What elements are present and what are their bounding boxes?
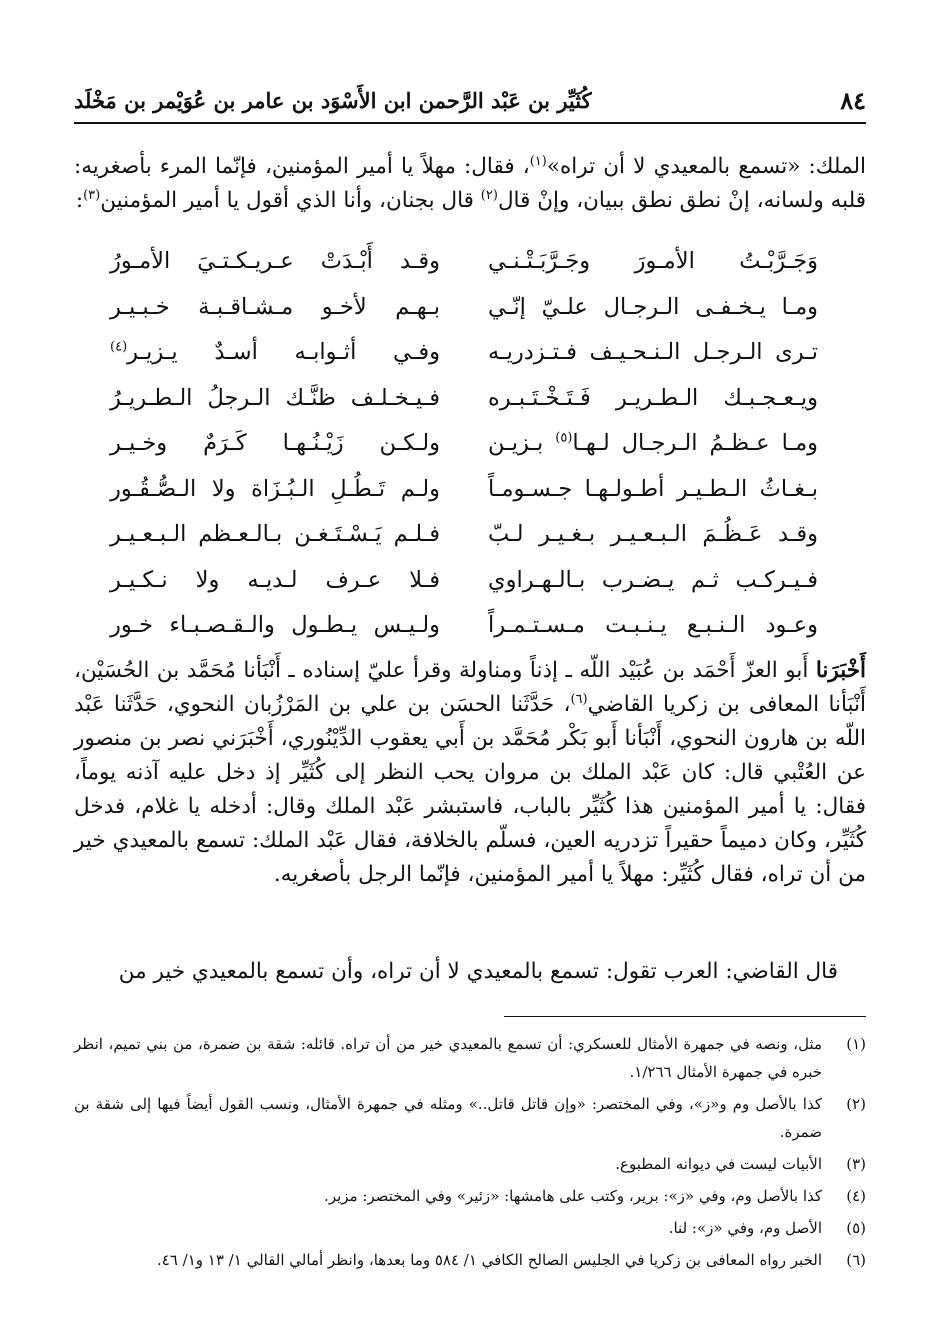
verse-line [74,608,866,654]
paragraph-qadi: قال القاضي: العرب تقول: تسمع بالمعيدي لا أن تراه، وأن تسمع بالمعيدي خير من [118,959,838,984]
lead-word: أَخْبَرَنا [815,658,866,683]
verse-line [74,290,866,336]
footnote [74,1246,866,1274]
verse-second-hemistich: فـلـم يَـسْـتَـغـن بـالـعـظم الـبـعـيـر [110,521,440,547]
footnotes [74,1030,866,1278]
footnote-ref: (٣) [83,187,101,203]
verse-first-hemistich: بـغـاثُ الـطـيـر أطـولـهـا جـسـومـاً [488,475,818,502]
footnote-text: الأصل وم، وفي «ز»: لنا. [668,1219,822,1237]
verse-second-hemistich: ولـكـن زَيْـنُـهـا كَـرَمٌ وخـيـر [110,430,440,456]
footnote-number: (٦) [846,1251,866,1269]
verse-line [74,426,866,472]
verse-line [74,335,866,381]
footnote [74,1150,866,1178]
paragraph-isnad [74,654,866,892]
text-run: : [75,188,84,213]
verse-second-hemistich: ولـم تَـطُـلِ الـبُـزَاة ولا الـصُّـقُـور [110,475,440,502]
text-run: ، فقال: مهلاً يا أمير المؤمنين، فإنّما المرء بأصغريه: قلبه ولسانه، إنْ نطق نطق ببيان، وإنْ قال [74,154,866,213]
footnote-number: (٢) [846,1095,866,1113]
verse-first-hemistich: فـيـركـب ثـم يـضـرب بـالـهـراوي [488,566,818,593]
verse-line [74,563,866,609]
verse-second-hemistich [110,339,440,365]
verse-first-hemistich: تـرى الـرجـل الـنـحـيـف فـتـزدريـه [488,339,818,365]
footnote-number: (٥) [846,1219,866,1237]
footnote-ref: (١) [529,153,547,169]
footnote-text: الخبر رواه المعافى بن زكريا في الجليس الصالح الكافي ١/ ٥٨٤ وما بعدها، وانظر أمالي القالي ١/ ١٣ و١/ ٤٦. [156,1251,822,1269]
poem [74,244,866,654]
page-header [74,82,866,124]
verse-line [74,244,866,290]
text-run: الملك: «تسمع بالمعيدي لا أن تراه» [546,154,866,179]
paragraph-opening [74,150,866,218]
running-title: كُثَيِّر بن عَبْد الرَّحمن ابن الأَسْوَد بن عامر بن عُوَيْمر بن مَخْلَد [74,88,592,113]
text-run: قال بجنان، وأنا الذي أقول يا أمير المؤمنين [100,188,481,213]
verse-first-hemistich: ويـعـجـبـك الـطـريـر فَـتَـخْـتَـبـره [488,384,818,411]
verse-second-hemistich: بـهـم لأخـو مـشـاقـبـة خـبـيـر [110,293,440,320]
verse-second-hemistich: فـيـخـلـف ظنَّـك الـرجلُ الـطـريـرُ [110,384,440,411]
footnote-text: الأبيات ليست في ديوانه المطبوع. [615,1155,822,1173]
footnote-separator [504,1016,866,1017]
footnote-text: مثل، ونصه في جمهرة الأمثال للعسكري: أن تسمع بالمعيدي خير من أن تراه. قائله: شقة بن ضمرة، من بني تميم، انظر خبره في جمهرة الأمثال ١/٢٦٦. [74,1035,822,1081]
verse-first-hemistich: ومـا يـخـفـى الـرجـال علـيّ إنّـي [488,293,818,320]
verse-line [74,381,866,427]
text-run: ، حَدَّثَنا الحسَن بن علي بن المَرْزُبان النحوي، حَدَّثَنا عَبْد اللّه بن هارون النحوي، أَنْبَأنا أَبو بَكْر مُحَمَّد بن أَبي يعقوب الدِّيْنُوري، أَخْبَرَني نصر بن منصور عن العُتْبي قال: كان عَبْد الملك بن مروان يحب النظر إلى كُثَيِّر إذ دخل عليه آذنه يوماً، فقال: يا أمير المؤمنين هذا كُثَيِّر بالباب، فاستبشر عَبْد الملك وقال: أدخله يا غلام، فدخل كُثَيِّر، وكان دميماً حقيراً تزدريه العين، فسلّم بالخلافة، فقال عَبْد الملك: تسمع بالمعيدي خير من أن تراه، فقال كُثَيِّر: مهلاً يا أمير المؤمنين، فإنّما الرجل بأصغريه. [74,692,866,887]
text-run: أَبو العزّ أَحْمَد بن عُبَيْد اللّه ـ إذناً ومناولة وقرأ عليّ إسناده ـ أَنْبَأنا مُحَمَّد بن الحُسَيْن، أَنْبَأنا المعافى بن زكريا القاضي [74,658,866,717]
verse-second-hemistich: وقـد أَبْـدَتْ عـريـكـتـيَ الأمـورُ [110,248,440,274]
footnote-ref: (٥) [555,430,573,446]
footnote-number: (٤) [846,1187,866,1205]
text-run: وفـي أثـوابـه أسـدٌ يـزيـر [127,339,440,365]
page-number: ٨٤ [840,86,866,115]
footnote-text: كذا بالأصل وم، وفي «ز»: برير، وكتب على هامشها: «زئير» وفي المختصر: مزير. [324,1187,822,1205]
verse-line [74,472,866,518]
verse-first-hemistich: وَجَـرَّبْـتُ الأمـورَ وجَـرَّبَـتْـنـي [488,248,818,274]
verse-second-hemistich: فـلا عـرف لـديـه ولا نـكـيـر [110,566,440,593]
footnote [74,1214,866,1242]
footnote-ref: (٦) [570,691,588,707]
text-run: بـزيـن [488,430,556,456]
footnote [74,1090,866,1146]
verse-first-hemistich: وقـد عَـظُـمَ الـبـعـيـر بـغـيـر لـبّ [488,521,818,547]
footnote-number: (١) [846,1035,866,1053]
footnote [74,1182,866,1210]
verse-first-hemistich [488,430,818,456]
footnote-text: كذا بالأصل وم و«ز»، وفي المختصر: «وإن قاتل قاتل..» ومثله في جمهرة الأمثال، ونسب القول أيضاً فيها إلى شقة بن ضمرة. [74,1095,822,1141]
verse-second-hemistich: ولـيـس يـطـول والـقـصـبـاء خـور [110,612,440,638]
footnote-ref: (٢) [480,187,498,203]
footnote [74,1030,866,1086]
verse-line [74,517,866,563]
footnote-ref: (٤) [110,339,128,355]
verse-first-hemistich: وعـود الـنـبـع يـنـبـت مـسـتـمـراً [488,612,818,638]
footnote-number: (٣) [846,1155,866,1173]
text-run: ومـا عـظـمُ الـرجـال لـهـا [572,430,818,456]
